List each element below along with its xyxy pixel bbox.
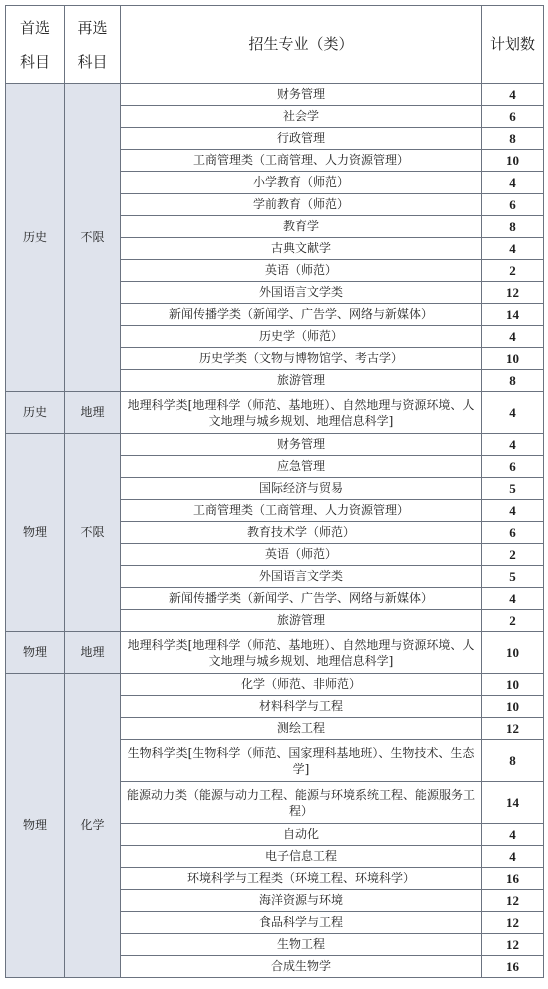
major-cell: 新闻传播学类（新闻学、广告学、网络与新媒体） [121,588,482,610]
major-cell: 自动化 [121,824,482,846]
plan-count-cell: 12 [482,890,544,912]
plan-count-cell: 12 [482,718,544,740]
major-cell: 英语（师范） [121,260,482,282]
major-cell: 学前教育（师范） [121,194,482,216]
major-cell: 历史学类（文物与博物馆学、考古学） [121,348,482,370]
plan-count-cell: 8 [482,740,544,782]
plan-count-cell: 8 [482,128,544,150]
table-row [6,674,544,696]
major-cell: 旅游管理 [121,370,482,392]
header-first-subject: 首选 科目 [6,6,65,84]
major-cell: 工商管理类（工商管理、人力资源管理） [121,150,482,172]
major-cell: 外国语言文学类 [121,282,482,304]
major-cell: 工商管理类（工商管理、人力资源管理） [121,500,482,522]
major-cell: 社会学 [121,106,482,128]
plan-count-cell: 4 [482,588,544,610]
major-cell: 国际经济与贸易 [121,478,482,500]
plan-count-cell: 4 [482,846,544,868]
major-cell: 旅游管理 [121,610,482,632]
plan-count-cell: 16 [482,956,544,978]
plan-count-cell: 10 [482,150,544,172]
major-cell: 生物科学类[生物科学（师范、国家理科基地班）、生物技术、生态学] [121,740,482,782]
plan-count-cell: 8 [482,370,544,392]
enrollment-plan-table [5,5,544,978]
plan-count-cell: 6 [482,456,544,478]
plan-count-cell: 12 [482,934,544,956]
table-row [6,632,544,674]
major-cell: 测绘工程 [121,718,482,740]
major-cell: 外国语言文学类 [121,566,482,588]
major-cell: 材料科学与工程 [121,696,482,718]
second-subject-cell: 地理 [65,392,121,434]
major-cell: 古典文献学 [121,238,482,260]
plan-count-cell: 4 [482,238,544,260]
major-cell: 历史学（师范） [121,326,482,348]
major-cell: 教育技术学（师范） [121,522,482,544]
first-subject-cell: 物理 [6,632,65,674]
plan-count-cell: 12 [482,282,544,304]
major-cell: 新闻传播学类（新闻学、广告学、网络与新媒体） [121,304,482,326]
plan-count-cell: 4 [482,392,544,434]
plan-count-cell: 2 [482,610,544,632]
second-subject-cell: 化学 [65,674,121,978]
second-subject-cell: 不限 [65,434,121,632]
plan-count-cell: 12 [482,912,544,934]
plan-count-cell: 10 [482,348,544,370]
first-subject-cell: 物理 [6,674,65,978]
table-body [6,84,544,978]
table-row [6,392,544,434]
plan-count-cell: 10 [482,696,544,718]
plan-count-cell: 4 [482,84,544,106]
header-plan: 计划数 [482,6,544,84]
plan-count-cell: 4 [482,500,544,522]
major-cell: 英语（师范） [121,544,482,566]
plan-count-cell: 6 [482,194,544,216]
major-cell: 地理科学类[地理科学（师范、基地班）、自然地理与资源环境、人文地理与城乡规划、地理信息科学] [121,632,482,674]
plan-count-cell: 2 [482,260,544,282]
header-second-subject: 再选 科目 [65,6,121,84]
plan-count-cell: 4 [482,326,544,348]
plan-count-cell: 2 [482,544,544,566]
header-row [6,6,544,84]
major-cell: 环境科学与工程类（环境工程、环境科学） [121,868,482,890]
major-cell: 小学教育（师范） [121,172,482,194]
table-row [6,84,544,106]
major-cell: 生物工程 [121,934,482,956]
plan-count-cell: 4 [482,824,544,846]
plan-count-cell: 5 [482,478,544,500]
major-cell: 化学（师范、非师范） [121,674,482,696]
second-subject-cell: 地理 [65,632,121,674]
major-cell: 应急管理 [121,456,482,478]
plan-count-cell: 14 [482,304,544,326]
major-cell: 电子信息工程 [121,846,482,868]
plan-count-cell: 16 [482,868,544,890]
plan-count-cell: 10 [482,674,544,696]
plan-count-cell: 8 [482,216,544,238]
major-cell: 食品科学与工程 [121,912,482,934]
second-subject-cell: 不限 [65,84,121,392]
major-cell: 财务管理 [121,84,482,106]
table-row [6,434,544,456]
plan-count-cell: 10 [482,632,544,674]
major-cell: 合成生物学 [121,956,482,978]
plan-count-cell: 4 [482,172,544,194]
first-subject-cell: 物理 [6,434,65,632]
major-cell: 海洋资源与环境 [121,890,482,912]
major-cell: 教育学 [121,216,482,238]
major-cell: 财务管理 [121,434,482,456]
first-subject-cell: 历史 [6,84,65,392]
plan-count-cell: 5 [482,566,544,588]
plan-count-cell: 4 [482,434,544,456]
plan-count-cell: 6 [482,106,544,128]
enrollment-table-container [5,5,543,978]
first-subject-cell: 历史 [6,392,65,434]
header-major: 招生专业（类） [121,6,482,84]
plan-count-cell: 6 [482,522,544,544]
major-cell: 行政管理 [121,128,482,150]
major-cell: 能源动力类（能源与动力工程、能源与环境系统工程、能源服务工程） [121,782,482,824]
major-cell: 地理科学类[地理科学（师范、基地班）、自然地理与资源环境、人文地理与城乡规划、地理信息科学] [121,392,482,434]
plan-count-cell: 14 [482,782,544,824]
